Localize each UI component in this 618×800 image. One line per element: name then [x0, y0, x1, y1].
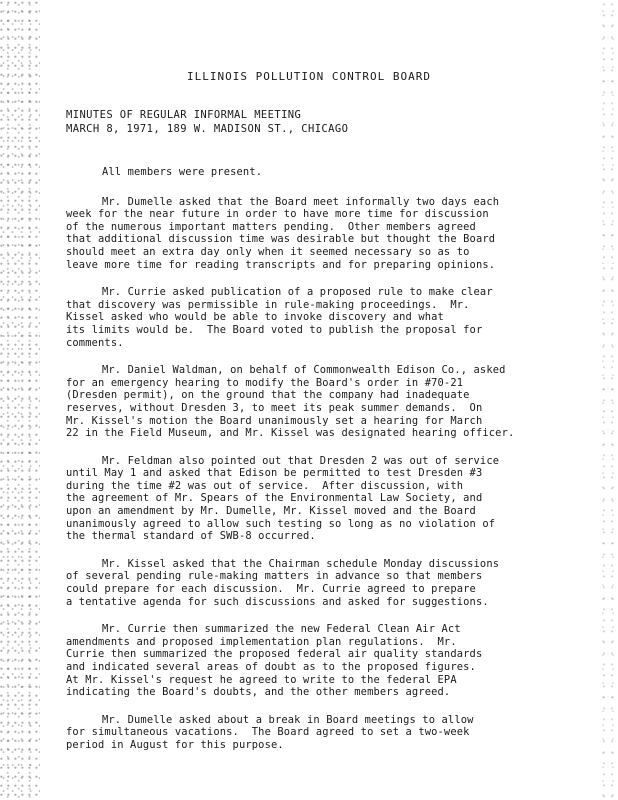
paragraph-line: Mr. Kissel's motion the Board unanimously set a hearing for March	[66, 414, 483, 427]
paragraph-line: Mr. Dumelle asked about a break in Board meetings to allow	[102, 713, 474, 726]
paragraph-line: All members were present.	[102, 166, 263, 178]
paragraph-line: of several pending rule-making matters in advance so that members	[66, 570, 483, 583]
paragraph-line: Currie then summarized the proposed federal air quality standards	[66, 648, 483, 661]
paragraph-line: leave more time for reading transcripts and for preparing opinions.	[66, 258, 496, 271]
paragraph-line: could prepare for each discussion. Mr. Currie agreed to prepare	[66, 583, 476, 596]
paragraph-line: and indicated several areas of doubt as to the proposed figures.	[66, 661, 476, 673]
paragraph-line: (Dresden permit), on the ground that the company had inadequate	[66, 389, 470, 402]
meeting-heading-line: MARCH 8, 1971, 189 W. MADISON ST., CHICAGO	[66, 123, 349, 135]
paragraph-line: Mr. Dumelle asked that the Board meet informally two days each	[102, 195, 500, 208]
paragraph-line: for an emergency hearing to modify the Board's order in #70-21	[66, 376, 464, 389]
paragraph-line: Mr. Currie asked publication of a proposed rule to make clear	[102, 286, 493, 299]
paragraph-line: until May 1 and asked that Edison be permitted to test Dresden #3	[66, 467, 483, 480]
paragraph-line: of the numerous important matters pending. Other members agreed	[66, 220, 476, 233]
meeting-heading-line: MINUTES OF REGULAR INFORMAL MEETING	[66, 109, 302, 121]
paragraph	[66, 558, 586, 608]
paragraph-line: the thermal standard of SWB-8 occurred.	[66, 530, 316, 543]
paragraph	[66, 166, 586, 179]
paragraph-line: comments.	[66, 336, 124, 349]
paragraph-line: the agreement of Mr. Spears of the Environmental Law Society, and	[66, 492, 483, 505]
board-title: ILLINOIS POLLUTION CONTROL BOARD	[187, 70, 431, 83]
paragraph-line: Mr. Feldman also pointed out that Dresden 2 was out of service	[102, 454, 500, 467]
paragraph	[66, 455, 586, 543]
paragraph-line: reserves, without Dresden 3, to meet its peak summer demands. On	[66, 401, 483, 414]
meeting-heading	[66, 108, 348, 136]
paragraph-line: amendments and proposed implementation plan regulations. Mr.	[66, 635, 457, 648]
paragraph-line: Mr. Daniel Waldman, on behalf of Commonwealth Edison Co., asked	[102, 364, 506, 377]
paragraph-line: its limits would be. The Board voted to publish the proposal for	[66, 323, 483, 336]
paragraph-line: period in August for this purpose.	[66, 738, 284, 751]
paragraph-line: that discovery was permissible in rule-making proceedings. Mr.	[66, 298, 470, 311]
paragraph	[66, 623, 586, 699]
paragraph-line: week for the near future in order to have more time for discussion	[66, 208, 489, 221]
paragraph-line: unanimously agreed to allow such testing so long as no violation of	[66, 517, 496, 530]
paragraph-line: At Mr. Kissel's request he agreed to write to the federal EPA	[66, 673, 457, 686]
paragraph-line: during the time #2 was out of service. After discussion, with	[66, 479, 464, 492]
paragraph-line: indicating the Board's doubts, and the other members agreed.	[66, 686, 451, 699]
paragraph-line: Kissel asked who would be able to invoke discovery and what	[66, 311, 444, 324]
paragraph-line: Mr. Currie then summarized the new Federal Clean Air Act	[102, 623, 461, 636]
paragraph-line: for simultaneous vacations. The Board agreed to set a two-week	[66, 726, 470, 739]
scan-noise-right-edge	[600, 0, 618, 800]
paragraph	[66, 364, 586, 440]
paragraph	[66, 286, 586, 349]
paragraph-line: upon an amendment by Mr. Dumelle, Mr. Kissel moved and the Board	[66, 505, 476, 518]
paragraph-line: 22 in the Field Museum, and Mr. Kissel was designated hearing officer.	[66, 427, 515, 440]
paragraph-line: a tentative agenda for such discussions and asked for suggestions.	[66, 595, 489, 608]
paragraph-line: should meet an extra day only when it seemed necessary so as to	[66, 245, 470, 258]
paragraph	[66, 196, 586, 272]
scan-noise-left-edge	[0, 0, 40, 800]
paragraph	[66, 714, 586, 752]
minutes-body	[66, 166, 586, 767]
paragraph-line: Mr. Kissel asked that the Chairman schedule Monday discussions	[102, 557, 500, 570]
paragraph-line: that additional discussion time was desirable but thought the Board	[66, 233, 496, 246]
